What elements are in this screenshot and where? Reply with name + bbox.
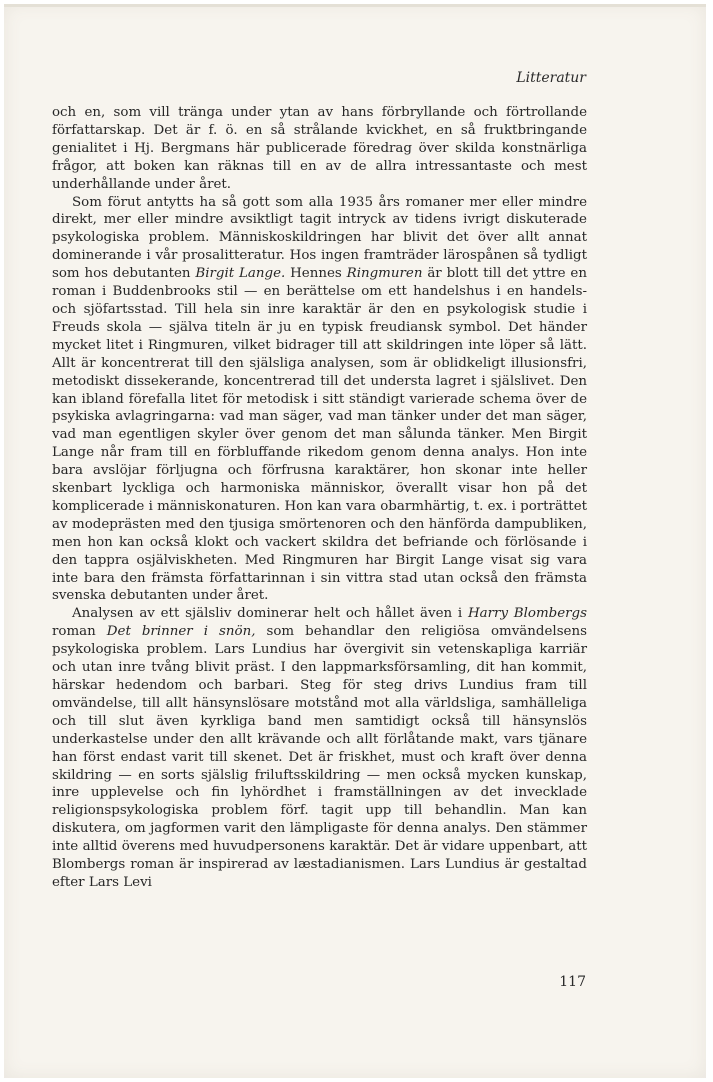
text-segment: är blott till det yttre en roman i Buddenbrooks stil — en berättelse om ett handelshus i en handels- och sjöfartsstad. Till hela sin inre karaktär är den en psykologisk studie i Freuds skola — själva titeln är ju en typisk freudiansk symbol. Det händer mycket litet i Ringmuren, vilket bidrager till att skildringen inte löper så lätt. Allt är koncentrerat till den själsliga analysen, som är oblidkeligt illusionsfri, metodiskt dissekerande, koncentrerad till det understa lagret i själslivet. Den kan ibland förefalla litet för metodisk i sitt ständigt varierade schema över de psykiska avlagringarna: vad man säger, vad man tänker under det man säger, vad man egentligen skyler över genom det man sålunda tänker. Men Birgit Lange når fram till en förbluffande rikedom genom denna analys. Hon inte bara avslöjar förljugna och förfrusna karaktärer, hon skonar inte heller skenbart lyckliga och harmoniska människor, överallt visar hon på det komplicerade i människonaturen. Hon kan vara obarmhärtig, t. ex. i porträttet av modeprästen med den tjusiga smörtenoren och den hänförda dampubliken, men hon kan också klokt och vackert skildra det befriande och förlösande i den tappra osjälviskheten. Med Ringmuren har Birgit Lange visat sig vara inte bara den främsta författarinnan i sin vittra stad utan också den främsta svenska debutanten under året.	[52, 266, 587, 604]
text-segment: Hennes	[285, 266, 347, 282]
running-head: Litteratur	[516, 70, 586, 86]
author-name: Harry Blombergs	[467, 606, 588, 622]
paragraph-1	[52, 104, 587, 194]
book-title: Ringmuren	[346, 266, 423, 282]
paragraph-2	[52, 194, 587, 606]
author-name: Birgit Lange.	[195, 266, 286, 282]
book-page	[4, 4, 706, 1078]
text-segment: och en, som vill tränga under ytan av hans förbryllande och förtrollande författarskap. Det är f. ö. en så strålande kvickhet, en så fruktbringande genialitet i Hj. Bergmans här publicerade föredrag över skilda konstnärliga frågor, att boken kan räknas till en av de allra intressantaste och mest underhållande under året.	[52, 105, 587, 192]
page-top-edge	[4, 4, 706, 7]
text-segment: som behandlar den religiösa omvändelsens psykologiska problem. Lars Lundius har övergivit sin vetenskapliga karriär och utan inre tvång blivit präst. I den lappmarksförsamling, dit han kommit, härskar hedendom och barbari. Steg för steg drivs Lundius fram till omvändelse, till allt hänsynslösare motstånd mot alla världsliga, samhälleliga och till slut även kyrkliga band men samtidigt också till hänsynslös underkastelse under den allt krävande och allt förlåtande makt, vars tjänare han först endast varit till skenet. Det är friskhet, must och kraft över denna skildring — en sorts själslig friluftsskildring — men också mycken kunskap, inre upplevelse och fin lyhördhet i framställningen av det invecklade religionspsykologiska problem förf. tagit upp till behandlin. Man kan diskutera, om jagformen varit den lämpligaste för denna analys. Den stämmer inte alltid överens med huvudpersonens karaktär. Det är vidare uppenbart, att Blombergs roman är inspirerad av læstadianismen. Lars Lundius är gestaltad efter Lars Levi	[52, 624, 587, 890]
paragraph-3	[52, 605, 587, 892]
page-number: 117	[559, 974, 586, 990]
body-text	[52, 104, 587, 892]
text-segment: Analysen av ett själsliv dominerar helt och hållet även i	[72, 606, 468, 622]
text-segment: roman	[52, 624, 107, 640]
book-title: Det brinner i snön,	[106, 624, 256, 640]
text-segment: Som förut antytts ha så gott som alla 1935 års romaner mer eller mindre direkt, mer eller mindre avsiktligt tagit intryck av tidens ivrigt diskuterade psykologiska problem. Människoskildringen har blivit det över allt annat dominerande i vår prosalitteratur. Hos ingen framträder lärospånen så tydligt som hos debutanten	[52, 194, 587, 282]
